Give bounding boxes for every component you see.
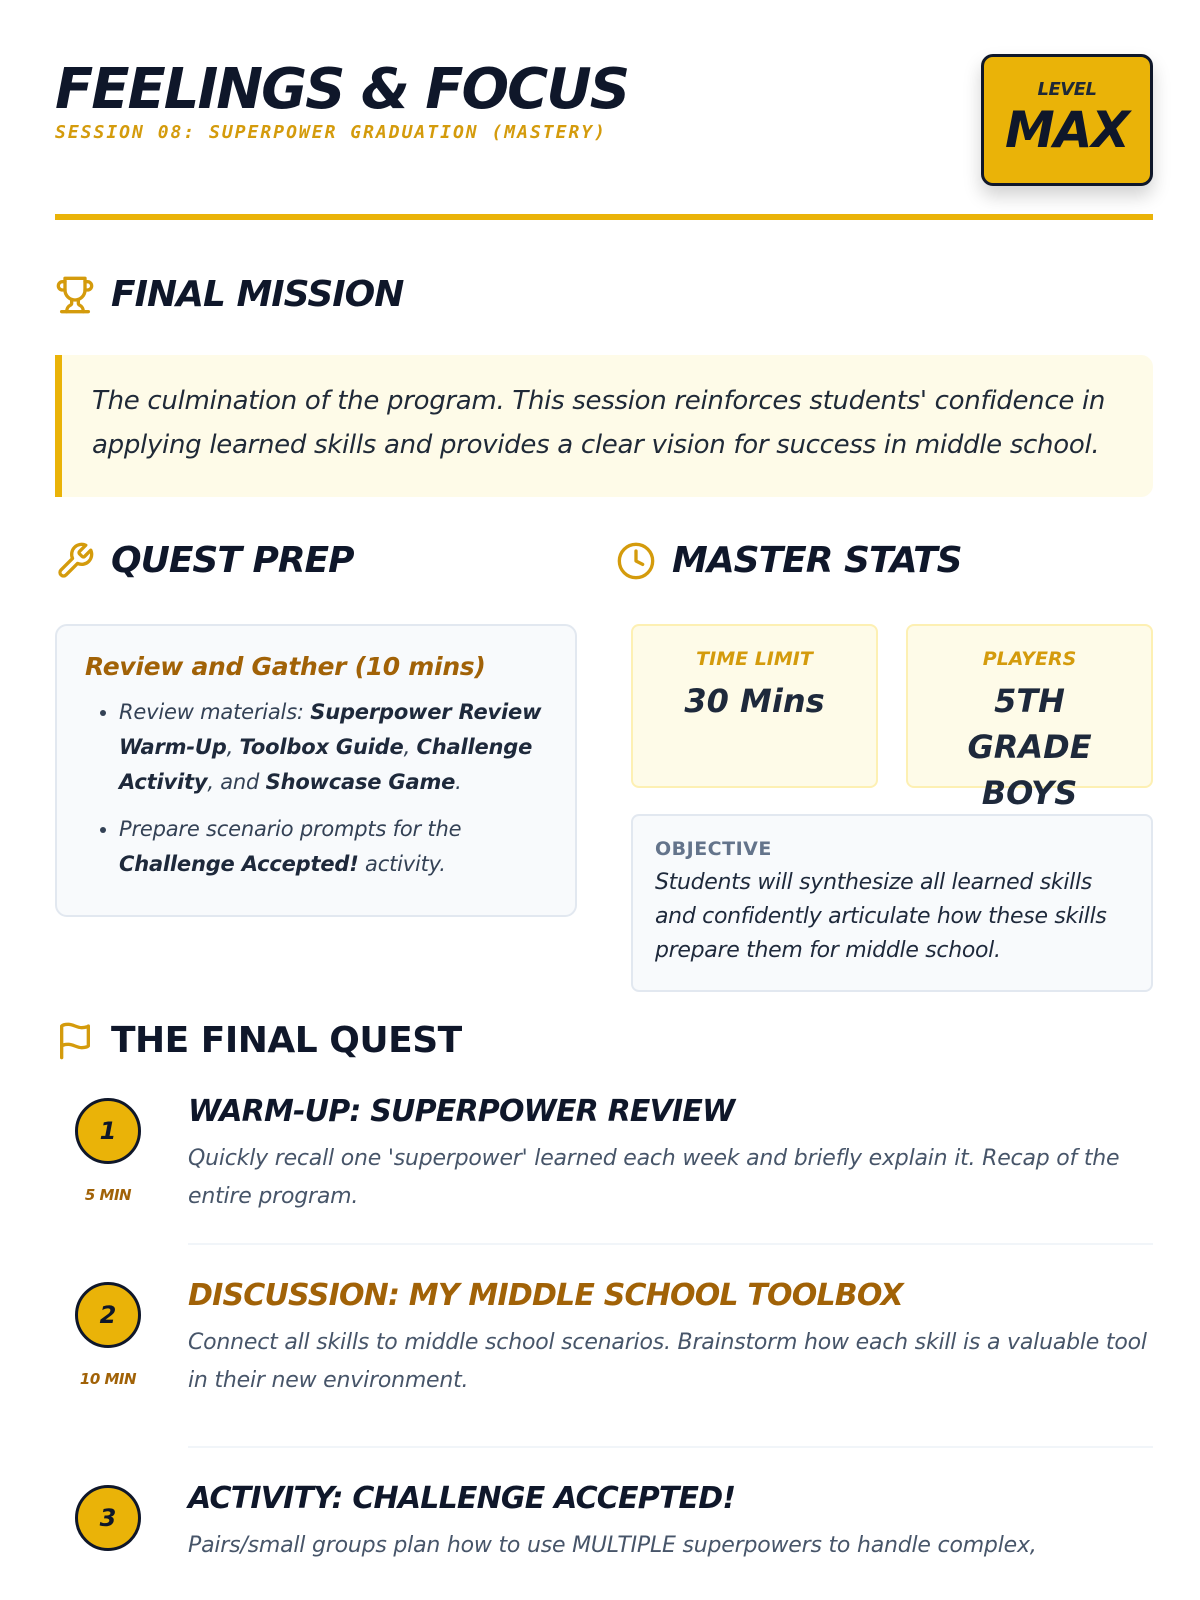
prep-text: ,	[403, 735, 417, 759]
step-divider	[188, 1243, 1153, 1245]
step-duration: 5 MIN	[84, 1186, 132, 1204]
final-mission-title: FINAL MISSION	[111, 274, 404, 315]
step-description: Quickly recall one 'superpower' learned each week and briefly explain it. Recap of the entire program.	[188, 1146, 1120, 1209]
step-description: Connect all skills to middle school scenarios. Brainstorm how each skill is a valuable tool in their new environment.	[188, 1330, 1147, 1393]
flag-icon	[55, 1021, 95, 1061]
material-name: Superpower Review Warm-Up	[119, 700, 542, 759]
header-divider	[55, 214, 1153, 220]
page-header	[55, 48, 1153, 218]
prep-list	[85, 695, 547, 882]
clock-icon	[616, 541, 656, 581]
page-title: FEELINGS & FOCUS	[55, 57, 629, 122]
prep-card-title: Review and Gather (10 mins)	[85, 652, 486, 681]
objective-card	[631, 814, 1153, 992]
prep-text: Prepare scenario prompts for the	[119, 817, 462, 841]
mission-text: The culmination of the program. This session reinforces students' confidence in applying learned skills and provides a clear vision for success in middle school.	[92, 386, 1106, 460]
quest-step	[55, 1481, 1153, 1600]
step-number: 2	[75, 1282, 141, 1348]
players-card	[906, 624, 1153, 812]
quest-prep-title: QUEST PREP	[111, 540, 354, 581]
players-label: PLAYERS	[982, 648, 1077, 670]
objective-text: Students will synthesize all learned skills and confidently articulate how these skills prepare them for middle school.	[655, 870, 1107, 963]
final-quest-heading	[55, 1020, 462, 1061]
prep-text: .	[455, 770, 462, 794]
step-divider	[188, 1446, 1153, 1448]
players-value: 5TH GRADE BOYS	[967, 682, 1092, 812]
step-description: Pairs/small groups plan how to use MULTIPLE superpowers to handle complex,	[188, 1533, 1037, 1558]
material-name: Toolbox Guide	[239, 735, 404, 759]
list-item	[119, 812, 547, 882]
final-quest-title: THE FINAL QUEST	[111, 1020, 462, 1061]
master-stats-heading	[616, 540, 962, 581]
master-stats-title: MASTER STATS	[672, 540, 962, 581]
step-number: 1	[75, 1098, 141, 1164]
level-label: LEVEL	[1037, 79, 1097, 100]
prep-text: ,	[226, 735, 240, 759]
quest-step	[55, 1094, 1153, 1234]
prep-text: activity.	[358, 852, 446, 876]
time-limit-label: TIME LIMIT	[696, 648, 813, 670]
final-mission-heading	[55, 274, 403, 315]
material-name: Challenge Activity	[119, 735, 533, 794]
wrench-icon	[55, 541, 95, 581]
list-item	[119, 695, 547, 800]
level-value: MAX	[1004, 101, 1129, 159]
material-name: Showcase Game	[265, 770, 456, 794]
prep-text: Review materials:	[119, 700, 311, 724]
quest-prep-heading	[55, 540, 354, 581]
mission-callout	[55, 355, 1153, 497]
prep-text: , and	[207, 770, 266, 794]
activity-name: Challenge Accepted!	[119, 852, 359, 876]
time-limit-card	[631, 624, 878, 788]
step-title: ACTIVITY: CHALLENGE ACCEPTED!	[188, 1481, 736, 1516]
session-page	[55, 0, 1153, 1600]
step-number: 3	[75, 1485, 141, 1551]
time-limit-value: 30 Mins	[684, 682, 825, 720]
objective-label: OBJECTIVE	[655, 838, 772, 860]
prep-card	[55, 624, 577, 917]
level-badge	[981, 54, 1153, 186]
step-title: WARM-UP: SUPERPOWER REVIEW	[188, 1094, 735, 1129]
step-title: DISCUSSION: MY MIDDLE SCHOOL TOOLBOX	[188, 1278, 903, 1313]
page-subtitle: SESSION 08: SUPERPOWER GRADUATION (MASTERY)	[55, 122, 607, 143]
quest-step	[55, 1278, 1153, 1418]
step-duration: 10 MIN	[79, 1370, 137, 1388]
trophy-icon	[55, 275, 95, 315]
